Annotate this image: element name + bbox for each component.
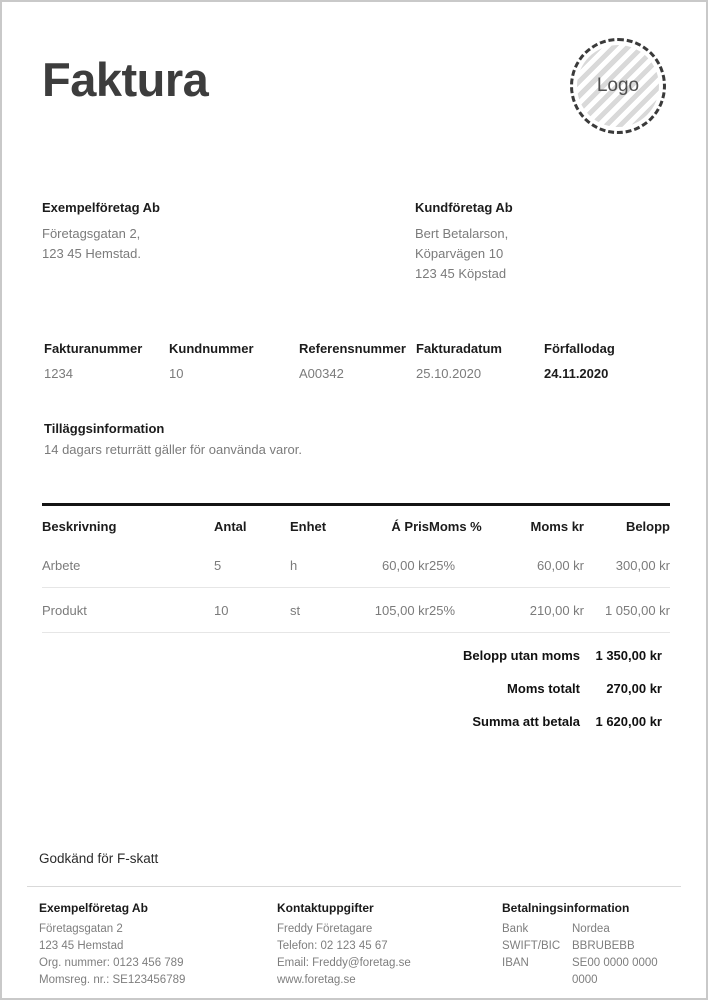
meta-invoice-date [416, 341, 544, 381]
cell-description: Produkt [42, 588, 214, 633]
customer-address-line: Bert Betalarson, [415, 226, 509, 241]
meta-customer-number [169, 341, 299, 381]
footer-contact-line: Telefon: 02 123 45 67 [277, 940, 388, 952]
cell-quantity: 5 [214, 558, 222, 573]
cell-unit: st [290, 588, 369, 633]
total-label: Summa att betala [472, 714, 580, 729]
invoice-header [2, 2, 706, 134]
company-logo [570, 38, 666, 134]
payment-value: Nordea [572, 923, 610, 935]
payment-value: BBRUBEBB [572, 940, 635, 952]
sender-name: Exempelföretag Ab [42, 200, 160, 215]
cell-description: Arbete [42, 558, 81, 573]
additional-info-section [44, 421, 666, 457]
cell-unit-price: 60,00 kr [382, 558, 429, 573]
meta-label: Kundnummer [169, 341, 254, 356]
totals-section [42, 639, 670, 738]
customer-address-line: 123 45 Köpstad [415, 266, 507, 281]
table-row [42, 588, 670, 633]
cell-unit: h [290, 558, 298, 573]
footer-divider [27, 886, 681, 887]
page-footer [39, 901, 686, 989]
total-value: 1 620,00 kr [595, 714, 662, 729]
logo-placeholder-label: Logo [596, 75, 640, 96]
total-value: 1 350,00 kr [595, 648, 662, 663]
total-value: 270,00 kr [606, 681, 662, 696]
footer-company-line: Företagsgatan 2 [39, 923, 123, 935]
header-row [42, 505, 670, 544]
logo-stripes [577, 45, 659, 127]
footer-contact-line: Email: Freddy@foretag.se [277, 957, 411, 969]
total-subtotal-row [42, 639, 670, 672]
meta-label: Referensnummer [299, 341, 406, 356]
meta-value: A00342 [299, 366, 344, 381]
additional-info-text: 14 dagars returrätt gäller för oanvända varor. [44, 442, 302, 457]
cell-amount: 1 050,00 kr [584, 588, 670, 633]
total-vat-row [42, 672, 670, 705]
footer-payment-row [502, 921, 686, 938]
invoice-meta-row [44, 341, 666, 381]
meta-value: 1234 [44, 366, 73, 381]
additional-info-title: Tilläggsinformation [44, 421, 165, 436]
col-header-vat-amount: Moms kr [530, 519, 584, 534]
meta-label: Fakturadatum [416, 341, 502, 356]
address-section [42, 200, 666, 284]
total-label: Moms totalt [507, 681, 580, 696]
col-header-vat-percent: Moms % [429, 519, 482, 534]
total-label: Belopp utan moms [462, 648, 580, 663]
footer-company-column [39, 901, 277, 989]
footer-payment-column [502, 901, 686, 989]
col-header-description: Beskrivning [42, 519, 117, 534]
sender-address-block [42, 200, 415, 284]
footer-contact-line: Freddy Företagare [277, 923, 373, 935]
meta-reference-number [299, 341, 416, 381]
customer-address-block [415, 200, 513, 284]
footer-payment-row [502, 955, 686, 989]
footer-payment-title: Betalningsinformation [502, 901, 630, 915]
meta-value: 24.11.2020 [544, 366, 609, 381]
page-title: Faktura [42, 53, 209, 106]
col-header-unit: Enhet [290, 519, 327, 534]
meta-due-date [544, 341, 615, 381]
payment-label: Bank [502, 923, 529, 935]
payment-value: SE00 0000 0000 0000 [572, 957, 658, 986]
table-row [42, 543, 670, 588]
footer-payment-row [502, 938, 686, 955]
sender-address-line: 123 45 Hemstad. [42, 246, 142, 261]
meta-invoice-number [44, 341, 169, 381]
cell-vat-amount: 60,00 kr [537, 558, 584, 573]
meta-label: Förfallodag [544, 341, 615, 356]
footer-contact-line: www.foretag.se [277, 974, 356, 986]
sender-address-line: Företagsgatan 2, [42, 226, 141, 241]
cell-amount: 300,00 kr [615, 558, 670, 573]
meta-value: 10 [169, 366, 184, 381]
cell-vat-percent: 25% [429, 558, 456, 573]
total-due-row [42, 705, 670, 738]
payment-label: SWIFT/BIC [502, 940, 561, 952]
col-header-amount: Belopp [625, 519, 670, 534]
line-items-table [42, 503, 670, 633]
cell-vat-amount: 210,00 kr [505, 588, 584, 633]
cell-vat-percent: 25% [429, 588, 505, 633]
footer-company-line: 123 45 Hemstad [39, 940, 124, 952]
line-items-header [42, 505, 670, 544]
footer-company-title: Exempelföretag Ab [39, 901, 148, 915]
cell-unit-price: 105,00 kr [369, 588, 429, 633]
meta-value: 25.10.2020 [416, 366, 482, 381]
f-skatt-note: Godkänd för F-skatt [39, 851, 159, 866]
cell-quantity: 10 [214, 588, 290, 633]
footer-contact-title: Kontaktuppgifter [277, 901, 374, 915]
col-header-unit-price: Á Pris [391, 519, 429, 534]
customer-address-line: Köparvägen 10 [415, 246, 504, 261]
col-header-quantity: Antal [214, 519, 247, 534]
footer-company-line: Momsreg. nr.: SE123456789 [39, 974, 186, 986]
customer-name: Kundföretag Ab [415, 200, 513, 215]
footer-company-line: Org. nummer: 0123 456 789 [39, 957, 184, 969]
payment-label: IBAN [502, 957, 529, 969]
meta-label: Fakturanummer [44, 341, 143, 356]
footer-contact-column [277, 901, 502, 989]
line-items-body [42, 543, 670, 633]
